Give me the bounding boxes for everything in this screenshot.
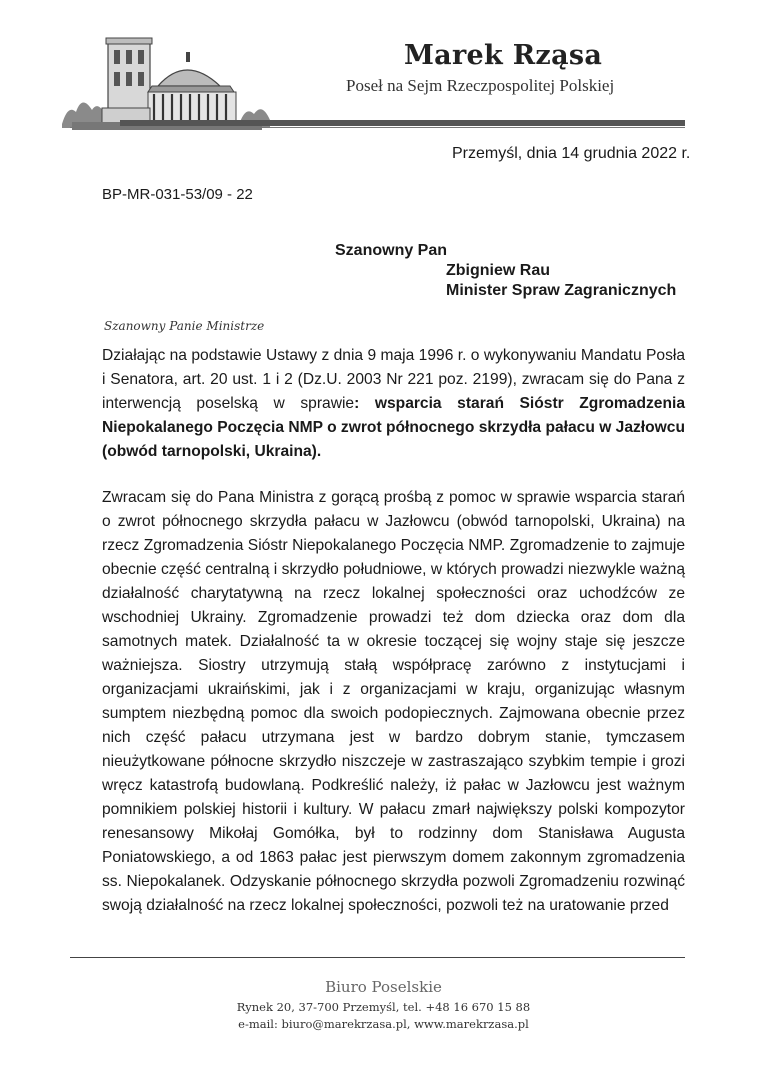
place-date: Przemyśl, dnia 14 grudnia 2022 r. (452, 145, 691, 162)
greeting: Szanowny Panie Ministrze (104, 319, 265, 333)
paragraph-main: Zwracam się do Pana Ministra z gorącą prośbą z pomoc w sprawie wsparcia starań o zwrot północnego skrzydła pałacu w Jazłowcu (obwód tarnopolski, Ukraina) na rzecz Zgromadzenia Sióstr Niepokalanego Poczęcia NMP. Zgromadzenie to zajmuje obecnie część centralną i skrzydło południowe, w których prowadzi niezwykle ważną działalność charytatywną na rzecz lokalnej społeczności oraz uchodźców ze wschodniej Ukrainy. Zgromadzenie prowadzi też dom dziecka oraz dom dla samotnych matek. Działalność ta w okresie toczącej się wojny staje się jeszcze ważniejsza. Siostry utrzymują stałą współpracę zarówno z instytucjami i organizacjami ukraińskimi, jak i z organizacjami w kraju, organizując własnym sumptem niezbędną pomoc dla swoich podopiecznych. Zajmowana obecnie przez nich część pałacu utrzymana jest w bardzo dobrym stanie, tymczasem nieużytkowane północne skrzydło niszczeje w zastraszająco szybkim tempie i grozi wręcz katastrofą budowlaną. Podkreślić należy, iż pałac w Jazłowcu jest ważnym pomnikiem polskiej historii i kultury. W pałacu zmarł największy polski kompozytor renesansowy Mikołaj Gomółka, był to rodzinny dom Stanisława Augusta Poniatowskiego, a od 1863 pałac jest pierwszym domem zakonnym zgromadzenia ss. Niepokalanek. Odzyskanie północnego skrzydła pozwoli Zgromadzeniu rozwinąć swoją działalność na rzecz lokalnej społeczności, pozwoli też na uratowanie przed (102, 489, 685, 914)
office-address: Rynek 20, 37-700 Przemyśl, tel. +48 16 670 15 88 (236, 1000, 531, 1014)
footer-rule (70, 957, 685, 958)
office-name: Biuro Poselskie (325, 978, 442, 996)
office-contact: e-mail: biuro@marekrzasa.pl, www.marekrzasa.pl (238, 1017, 529, 1031)
addressee-name: Zbigniew Rau (446, 262, 550, 279)
paragraph-intro-subject: : wsparcia starań Sióstr Zgromadzenia Niepokalanego Poczęcia NMP o zwrot północnego skrzydła pałacu w Jazłowcu (obwód tarnopolski, Ukraina). (102, 395, 685, 460)
author-title: Poseł na Sejm Rzeczpospolitej Polskiej (346, 76, 615, 95)
addressee-role: Minister Spraw Zagranicznych (446, 282, 677, 299)
addressee-salutation: Szanowny Pan (335, 242, 448, 259)
paragraph-intro-text: Działając na podstawie Ustawy z dnia 9 maja 1996 r. o wykonywaniu Mandatu Posła i Senatora, art. 20 ust. 1 i 2 (Dz.U. 2003 Nr 221 poz. 2199), zwracam się do Pana z interwencją poselską w sprawie (102, 347, 685, 412)
reference-number: BP-MR-031-53/09 - 22 (102, 186, 253, 203)
author-name: Marek Rząsa (404, 40, 603, 71)
